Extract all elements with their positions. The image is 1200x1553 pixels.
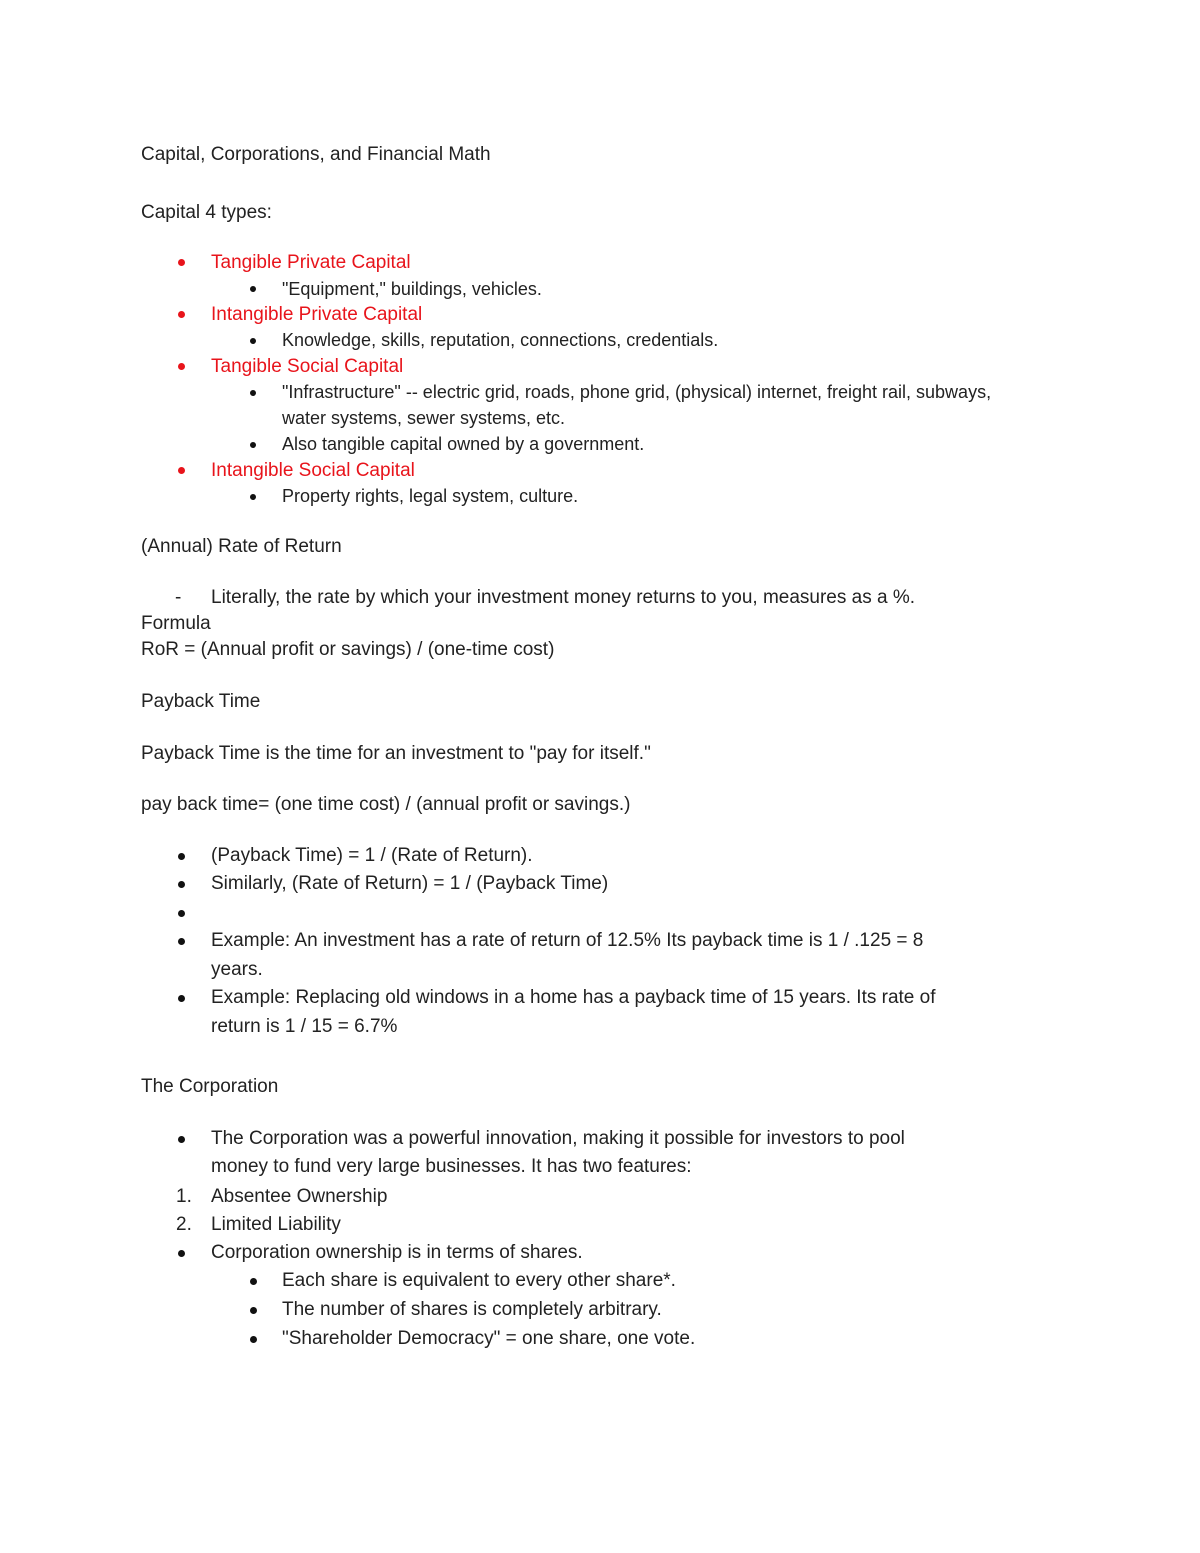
bullet-icon xyxy=(250,338,256,344)
bullet-icon xyxy=(250,1336,257,1343)
dash-marker: - xyxy=(175,587,182,608)
capital-type-2-detail: Knowledge, skills, reputation, connections, credentials. xyxy=(282,330,719,350)
bullet-icon xyxy=(250,442,256,448)
payback-bullet-2: Similarly, (Rate of Return) = 1 / (Payback Time) xyxy=(211,873,609,894)
shares-point-3: "Shareholder Democracy" = one share, one vote. xyxy=(282,1328,696,1349)
red-bullet-icon xyxy=(178,311,185,318)
bullet-icon xyxy=(178,938,185,945)
capital-type-4-detail: Property rights, legal system, culture. xyxy=(282,486,579,506)
capital-type-3-detail-1: "Infrastructure" -- electric grid, roads, phone grid, (physical) internet, freight rail, subways, xyxy=(282,382,992,402)
payback-example-2-cont: return is 1 / 15 = 6.7% xyxy=(211,1016,398,1037)
bullet-icon xyxy=(250,286,256,292)
shares-point-2: The number of shares is completely arbitrary. xyxy=(282,1299,662,1320)
document-title: Capital, Corporations, and Financial Math xyxy=(141,144,491,165)
capital-type-3-detail-2: Also tangible capital owned by a government. xyxy=(282,434,645,454)
payback-example-1: Example: An investment has a rate of return of 12.5% Its payback time is 1 / .125 = 8 xyxy=(211,930,924,951)
payback-example-2: Example: Replacing old windows in a home has a payback time of 15 years. Its rate of xyxy=(211,987,936,1008)
bullet-icon xyxy=(178,853,185,860)
ror-formula: RoR = (Annual profit or savings) / (one-time cost) xyxy=(141,639,555,660)
capital-type-4: Intangible Social Capital xyxy=(211,460,415,481)
bullet-icon xyxy=(178,1136,185,1143)
bullet-icon xyxy=(178,881,185,888)
ror-definition: Literally, the rate by which your investment money returns to you, measures as a %. xyxy=(211,587,916,608)
ror-formula-label: Formula xyxy=(141,613,211,634)
red-bullet-icon xyxy=(178,363,185,370)
bullet-icon xyxy=(250,1278,257,1285)
payback-bullet-1: (Payback Time) = 1 / (Rate of Return). xyxy=(211,845,533,866)
corporation-intro-cont: money to fund very large businesses. It has two features: xyxy=(211,1156,692,1177)
corporation-heading: The Corporation xyxy=(141,1076,279,1097)
feature-number-2: 2. xyxy=(176,1214,192,1235)
bullet-icon xyxy=(178,995,185,1002)
shares-point-1: Each share is equivalent to every other share*. xyxy=(282,1270,676,1291)
red-bullet-icon xyxy=(178,467,185,474)
capital-type-1: Tangible Private Capital xyxy=(211,252,411,273)
capital-type-3: Tangible Social Capital xyxy=(211,356,404,377)
shares-heading: Corporation ownership is in terms of shares. xyxy=(211,1242,583,1263)
bullet-icon xyxy=(178,910,185,917)
payback-definition: Payback Time is the time for an investment to "pay for itself." xyxy=(141,743,651,764)
payback-example-1-cont: years. xyxy=(211,959,263,980)
feature-2: Limited Liability xyxy=(211,1214,341,1235)
ror-heading: (Annual) Rate of Return xyxy=(141,536,342,557)
corporation-intro: The Corporation was a powerful innovation, making it possible for investors to pool xyxy=(211,1128,905,1149)
bullet-icon xyxy=(250,1307,257,1314)
feature-1: Absentee Ownership xyxy=(211,1186,388,1207)
bullet-icon xyxy=(178,1250,185,1257)
bullet-icon xyxy=(250,390,256,396)
capital-type-2: Intangible Private Capital xyxy=(211,304,423,325)
payback-heading: Payback Time xyxy=(141,691,261,712)
capital-heading: Capital 4 types: xyxy=(141,202,272,223)
red-bullet-icon xyxy=(178,259,185,266)
bullet-icon xyxy=(250,494,256,500)
capital-type-1-detail: "Equipment," buildings, vehicles. xyxy=(282,279,542,299)
payback-formula: pay back time= (one time cost) / (annual profit or savings.) xyxy=(141,794,631,815)
capital-type-3-detail-1-cont: water systems, sewer systems, etc. xyxy=(282,408,566,428)
feature-number-1: 1. xyxy=(176,1186,192,1207)
